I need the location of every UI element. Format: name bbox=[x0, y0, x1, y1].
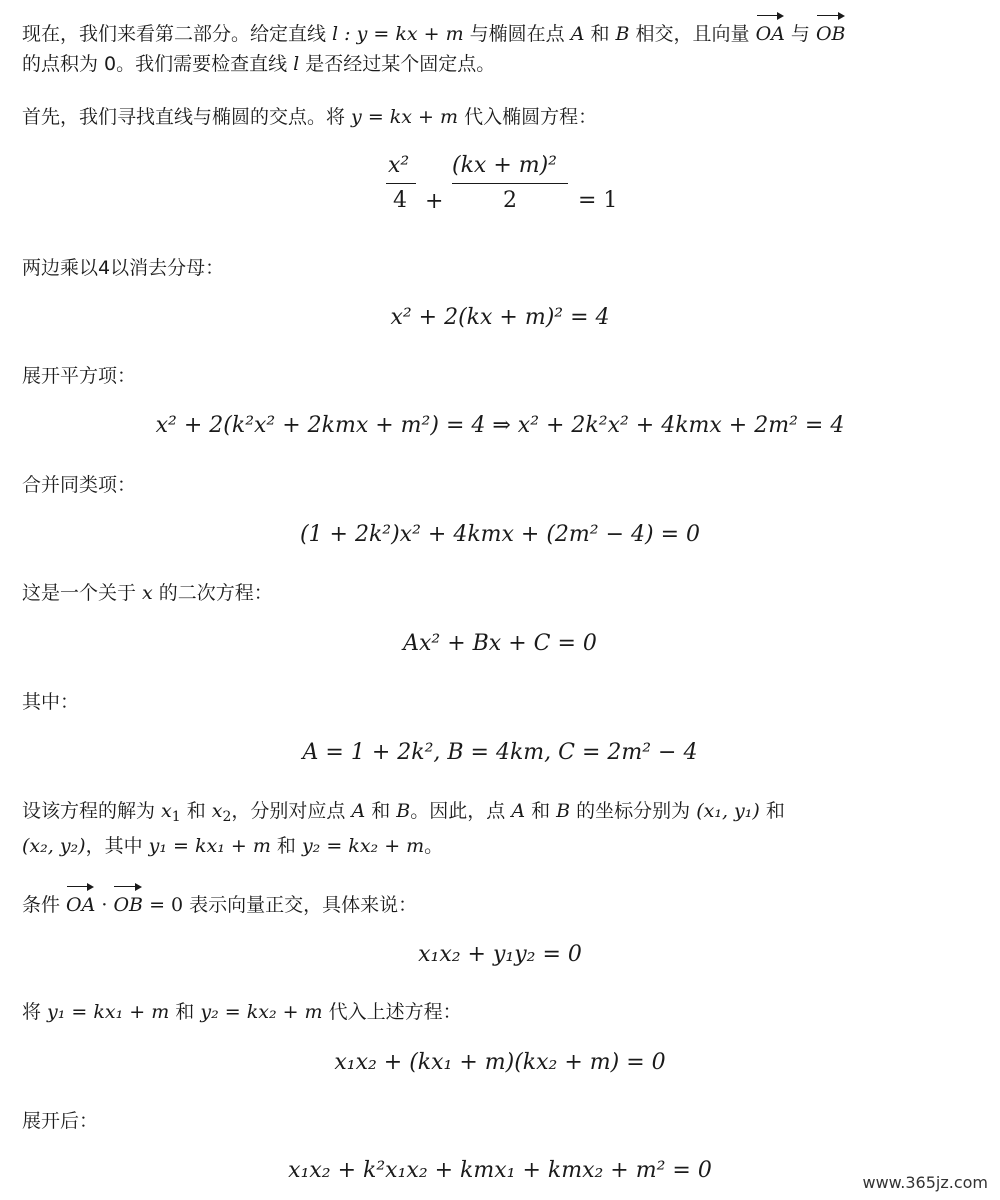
paragraph-expanded: 展开后： bbox=[22, 1110, 99, 1132]
paragraph-combine: 合并同类项： bbox=[22, 474, 137, 496]
equation-8: x₁x₂ + (kx₁ + m)(kx₂ + m) = 0 bbox=[334, 1050, 666, 1075]
paragraph-roots-line2: (x₂, y₂)，其中 y₁ = kx₁ + m 和 y₂ = kx₂ + m。 bbox=[22, 835, 444, 857]
equation-6: A = 1 + 2k², B = 4km, C = 2m² − 4 bbox=[302, 740, 698, 765]
vector-oa: OA bbox=[66, 883, 95, 921]
paragraph-intro-line2: 的点积为 0。我们需要检查直线 l 是否经过某个固定点。 bbox=[22, 53, 496, 75]
paragraph-substitute: 首先，我们寻找直线与椭圆的交点。将 y = kx + m 代入椭圆方程： bbox=[22, 106, 598, 128]
paragraph-where: 其中： bbox=[22, 691, 80, 713]
document-page: 现在，我们来看第二部分。给定直线 l : y = kx + m 与椭圆在点 A 和 B 相交，且向量 OA 与 OB 的点积为 0。我们需要检查直线 l 是否经过某个固定点。 首先，我们寻找直线与椭圆的交点。将 y = kx + m 代入椭圆方程： x² 4 + (kx + m)² 2 = 1 两边乘以4以消去分母： x² + 2(kx + m)² = 4 展开平方项： x² + 2(k²x² + 2kmx + m²) = 4 ⇒ x² + 2k²x² + 4kmx + 2m² = 4 合并同类项： (1 + 2k²)x² + 4kmx + (2m² − 4) = 0 这是一个关于 x 的二次方程： Ax² + Bx + C = 0 其中： A = 1 + 2k², B = 4km, C = 2m² − 4 设该方程的解为 $x_1$ 和 $x_2$，分别对应点 A 和 B。因此，点 A 和 B 的坐标分别为 (x₁, y₁) 和 (x₂, y₂)，其中 y₁ = kx₁ + m 和 y₂ = kx₂ + m。 条件 OA · OB = 0 表示向量正交，具体来说： x₁x₂ + y₁y₂ = 0 将 y₁ = kx₁ + m 和 y₂ = kx₂ + m 代入上述方程： x₁x₂ + (kx₁ + m)(kx₂ + m) = 0 展开后： x₁x₂ + k²x₁x₂ + kmx₁ + kmx₂ + m² = 0 www.365jz.com bbox=[0, 0, 1000, 1200]
equation-2: x² + 2(kx + m)² = 4 bbox=[390, 305, 610, 330]
vector-oa: OA bbox=[756, 12, 785, 50]
vector-ob: OB bbox=[113, 883, 143, 921]
equation-7: x₁x₂ + y₁y₂ = 0 bbox=[418, 942, 582, 967]
paragraph-expand: 展开平方项： bbox=[22, 365, 137, 387]
paragraph-substitute-y: 将 y₁ = kx₁ + m 和 y₂ = kx₂ + m 代入上述方程： bbox=[22, 1001, 462, 1023]
fraction-bar bbox=[452, 183, 568, 184]
paragraph-orthogonal: 条件 OA · OB = 0 表示向量正交，具体来说： bbox=[22, 883, 978, 921]
equation-3: x² + 2(k²x² + 2kmx + m²) = 4 ⇒ x² + 2k²x² + 4kmx + 2m² = 4 bbox=[155, 413, 845, 438]
paragraph-multiply: 两边乘以4以消去分母： bbox=[22, 257, 225, 279]
equation-4: (1 + 2k²)x² + 4kmx + (2m² − 4) = 0 bbox=[299, 522, 701, 547]
watermark: www.365jz.com bbox=[862, 1173, 988, 1192]
equation-9: x₁x₂ + k²x₁x₂ + kmx₁ + kmx₂ + m² = 0 bbox=[288, 1158, 712, 1183]
fraction-bar bbox=[386, 183, 416, 184]
equation-5: Ax² + Bx + C = 0 bbox=[403, 631, 597, 656]
paragraph-intro: 现在，我们来看第二部分。给定直线 l : y = kx + m 与椭圆在点 A 和 B 相交，且向量 OA 与 OB bbox=[22, 12, 978, 50]
paragraph-quadratic: 这是一个关于 x 的二次方程： bbox=[22, 582, 273, 604]
line-equation: l : y = kx + m bbox=[332, 23, 464, 45]
paragraph-roots: 设该方程的解为 $x_1$ 和 $x_2$，分别对应点 A 和 B。因此，点 A 和 B 的坐标分别为 (x₁, y₁) 和 bbox=[22, 800, 785, 825]
vector-ob: OB bbox=[816, 12, 846, 50]
